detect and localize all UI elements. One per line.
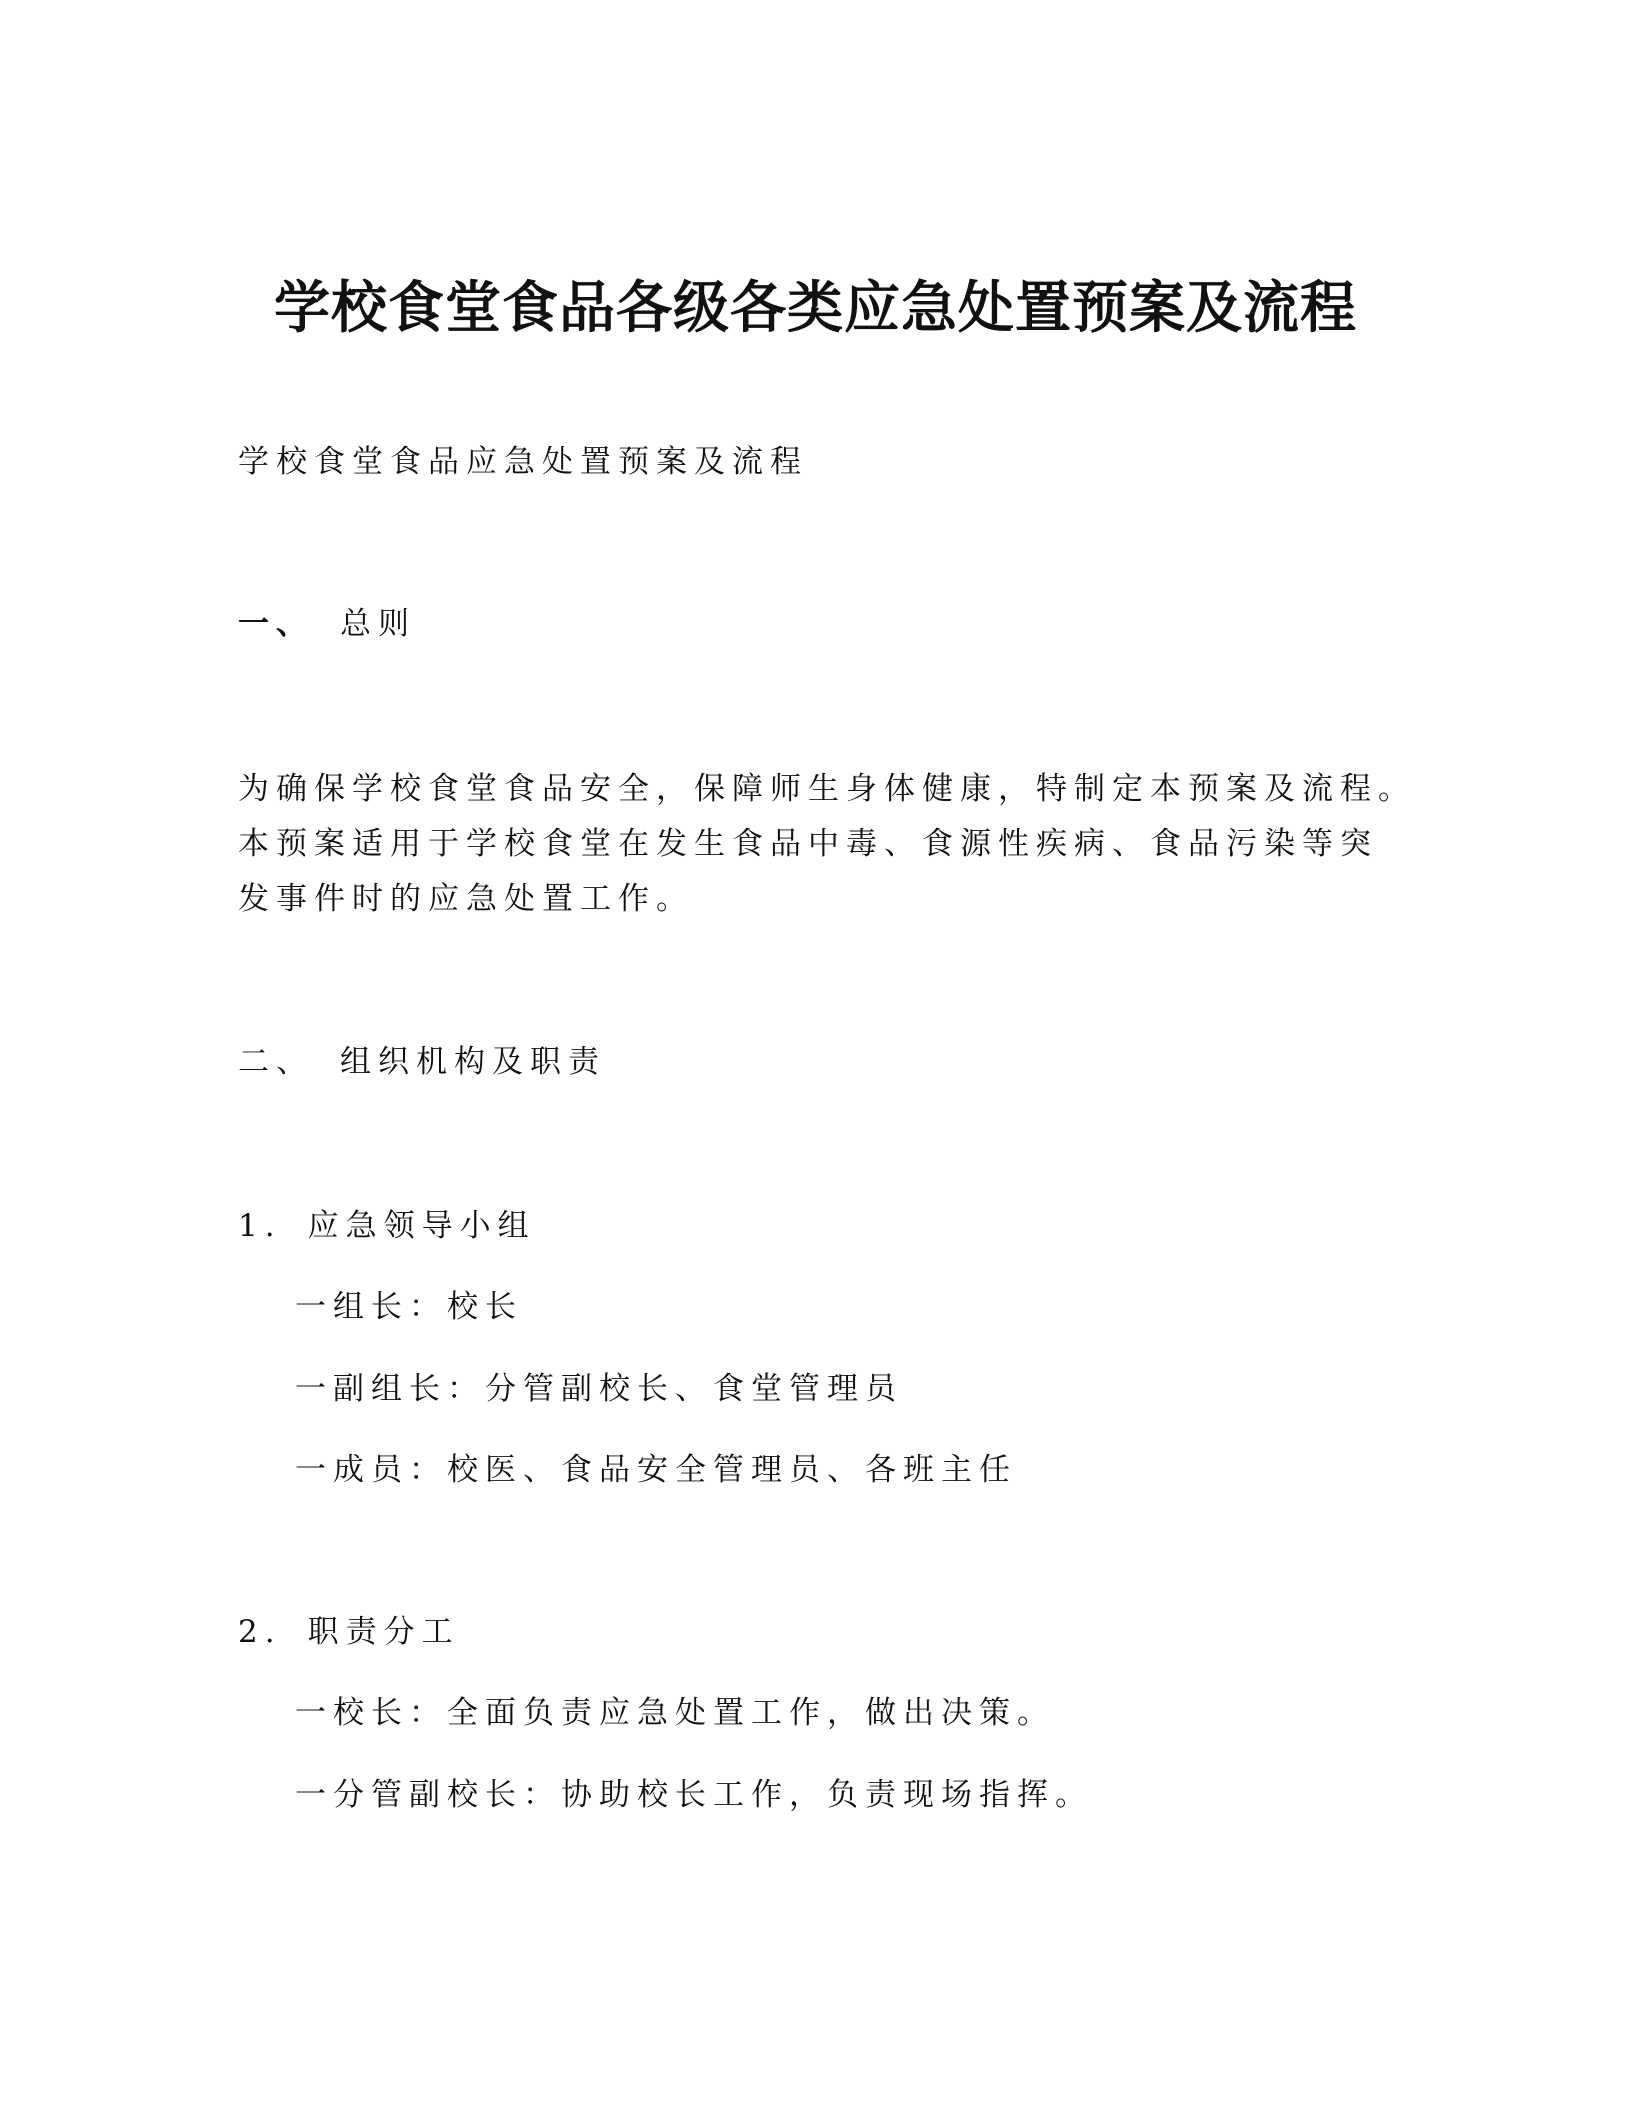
- paragraph-line: 本预案适用于学校食堂在发生食品中毒、食源性疾病、食品污染等突: [238, 826, 1378, 862]
- list-item: 一成员：校医、食品安全管理员、各班主任: [295, 1452, 1017, 1488]
- list-item: 一副组长：分管副校长、食堂管理员: [295, 1371, 903, 1407]
- item-2-heading: [238, 1610, 460, 1654]
- paragraph-line: 发事件时的应急处置工作。: [238, 881, 694, 917]
- section-2-number: 二、: [238, 1044, 314, 1080]
- paragraph-line: 为确保学校食堂食品安全，保障师生身体健康，特制定本预案及流程。: [238, 771, 1416, 807]
- list-item: 一分管副校长：协助校长工作，负责现场指挥。: [295, 1777, 1093, 1813]
- section-2-heading: [238, 1040, 606, 1084]
- list-item: 一组长：校长: [295, 1289, 523, 1325]
- item-2-number: 2.: [238, 1614, 282, 1650]
- item-1-heading: [238, 1204, 536, 1248]
- list-item: 一校长：全面负责应急处置工作，做出决策。: [295, 1695, 1055, 1731]
- section-1-title: 总则: [340, 606, 416, 642]
- document-subtitle: 学校食堂食品应急处置预案及流程: [238, 444, 808, 480]
- item-2-title: 职责分工: [307, 1614, 460, 1650]
- section-1-number: 一、: [238, 606, 314, 642]
- document-title: 学校食堂食品各级各类应急处置预案及流程: [274, 275, 1357, 341]
- item-1-title: 应急领导小组: [307, 1208, 536, 1244]
- section-1-heading: [238, 602, 416, 646]
- section-2-title: 组织机构及职责: [340, 1044, 606, 1080]
- item-1-number: 1.: [238, 1208, 282, 1244]
